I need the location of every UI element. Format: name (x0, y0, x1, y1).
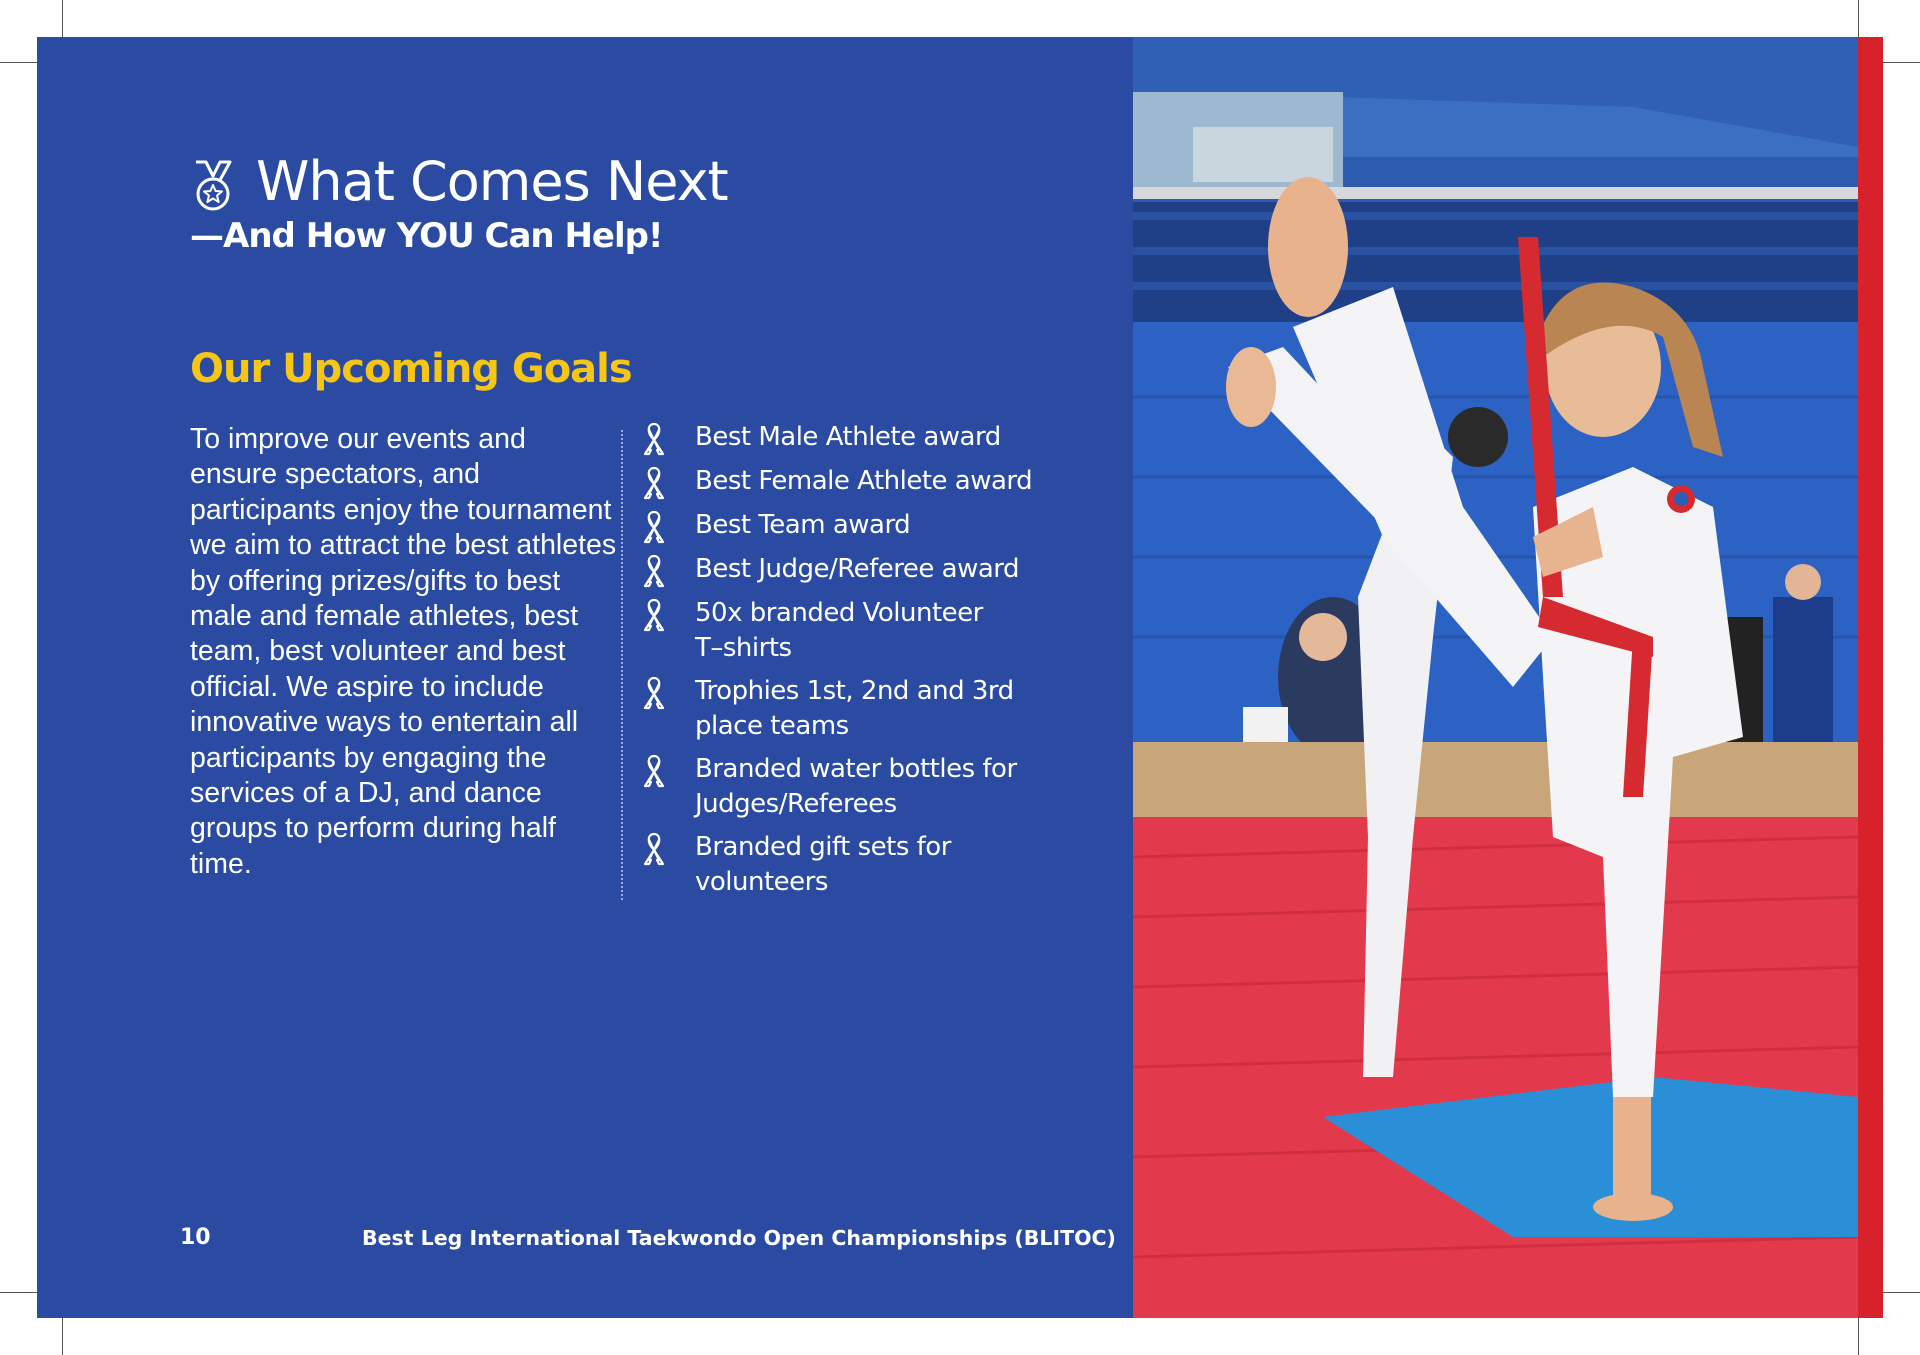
ribbon-icon (640, 832, 668, 866)
taekwondo-photo (1133, 37, 1858, 1318)
goal-text: Best Female Athlete award (695, 466, 1033, 496)
list-item (640, 508, 1070, 544)
list-item (640, 420, 1070, 456)
page-number: 10 (180, 1225, 211, 1250)
section-heading: Our Upcoming Goals (190, 346, 632, 392)
ribbon-icon (640, 466, 668, 500)
ribbon-icon (640, 554, 668, 588)
goal-text: Branded gift sets for volunteers (695, 832, 951, 897)
list-item (640, 674, 1070, 744)
crop-mark (0, 1292, 37, 1293)
goal-text: Best Team award (695, 510, 911, 540)
ribbon-icon (640, 676, 668, 710)
medal-icon (190, 160, 236, 212)
crop-mark (1858, 0, 1859, 37)
goal-text: Trophies 1st, 2nd and 3rd place teams (695, 676, 1014, 741)
ribbon-icon (640, 422, 668, 456)
ribbon-icon (640, 510, 668, 544)
list-item (640, 596, 1070, 666)
page-subtitle: —And How YOU Can Help! (190, 216, 663, 256)
goal-text: 50x branded Volunteer T–shirts (695, 598, 983, 663)
crop-mark (1883, 62, 1920, 63)
ribbon-icon (640, 754, 668, 788)
goals-list (640, 420, 1070, 908)
intro-paragraph: To improve our events and ensure spectators, and participants enjoy the tournament we aim to attract the best athletes by offering prizes/gifts to best male and female athletes, best team, best volunteer and best official. We aspire to include innovative ways to entertain all participants by engaging the services of a DJ, and dance groups to perform during half time. (190, 423, 617, 880)
goal-text: Best Judge/Referee award (695, 554, 1020, 584)
crop-mark (62, 1318, 63, 1355)
list-item (640, 830, 1070, 900)
ribbon-icon (640, 598, 668, 632)
footer-title: Best Leg International Taekwondo Open Championships (BLITOC) (362, 1226, 1116, 1250)
crop-mark (62, 0, 63, 37)
crop-mark (0, 62, 37, 63)
page-title: What Comes Next (256, 150, 728, 213)
crop-mark (1883, 1292, 1920, 1293)
crop-mark (1858, 1318, 1859, 1355)
list-item (640, 752, 1070, 822)
list-item (640, 552, 1070, 588)
goal-text: Best Male Athlete award (695, 422, 1001, 452)
column-divider (621, 430, 623, 900)
goal-text: Branded water bottles for Judges/Referees (695, 754, 1017, 819)
list-item (640, 464, 1070, 500)
title-row (190, 150, 728, 213)
accent-strip (1858, 37, 1883, 1318)
